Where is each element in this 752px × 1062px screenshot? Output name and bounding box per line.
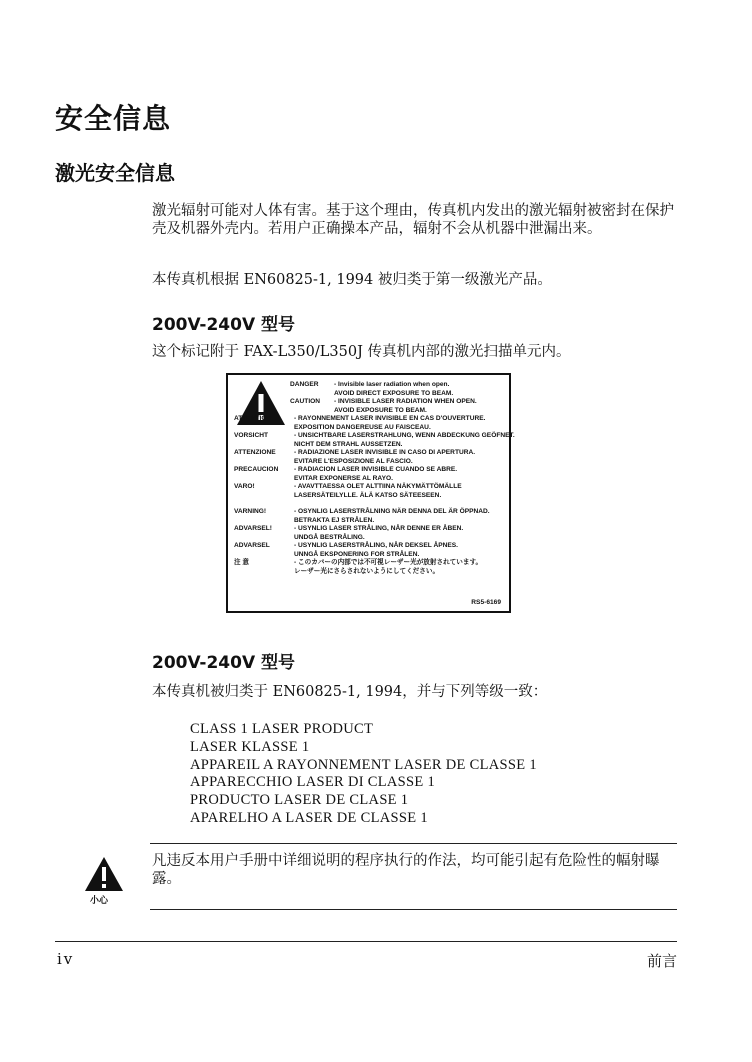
label-row-key: VARO!	[234, 483, 255, 490]
label-row-text	[334, 398, 505, 415]
label-row-text	[334, 381, 505, 398]
label-row-line: BETRAKTA EJ STRÅLEN.	[294, 516, 375, 524]
label-row-text	[294, 466, 505, 483]
label-row-text	[294, 449, 505, 466]
class-line: APARELHO A LASER DE CLASSE 1	[190, 809, 428, 826]
label-row-line: - RADIAZIONE LASER INVISIBLE IN CASO DI APERTURA.	[294, 449, 476, 456]
classification-paragraph: 本传真机根据 EN60825-1, 1994 被归类于第一级激光产品。	[152, 272, 552, 288]
label-row-line: - RAYONNEMENT LASER INVISIBLE EN CAS D'OUVERTURE.	[294, 415, 486, 422]
label-row-text	[294, 525, 505, 542]
label-row-line: AVOID EXPOSURE TO BEAM.	[334, 406, 427, 414]
label-row-line: LASERSÄTEILYLLE. ÄLÄ KATSO SÄTEESEEN.	[294, 491, 442, 499]
label-code: RS5-6169	[471, 598, 501, 606]
label-row-key: ATTENZIONE	[234, 449, 276, 456]
label-row-line: UNNGÅ EKSPONERING FOR STRÅLEN.	[294, 550, 420, 558]
class-line: LASER KLASSE 1	[190, 738, 310, 755]
label-row-line: - USYNLIG LASERSTRÅLING, NÅR DEKSEL ÅPNES.	[294, 542, 459, 549]
label-row-text	[294, 559, 505, 576]
caution-bottom-rule	[150, 909, 677, 910]
laser-warning-label	[226, 373, 515, 613]
label-row-line: - Invisible laser radiation when open.	[334, 381, 450, 388]
label-row-line: EVITARE L'ESPOSIZIONE AL FASCIO.	[294, 457, 413, 465]
class-list	[190, 721, 537, 828]
label-row-line: EXPOSITION DANGEREUSE AU FAISCEAU.	[294, 423, 431, 431]
label-row-key: ADVARSEL!	[234, 525, 272, 532]
section-title: 激光安全信息	[55, 161, 175, 185]
label-row-key: PRECAUCION	[234, 466, 279, 473]
label-location-text: 这个标记附于 FAX-L350/L350J 传真机内部的激光扫描单元内。	[152, 344, 571, 360]
class-line: APPARECCHIO LASER DI CLASSE 1	[190, 774, 436, 791]
label-row-line: EVITAR EXPONERSE AL RAYO.	[294, 474, 393, 482]
label-row-line: - OSYNLIG LASERSTRÅLNING NÄR DENNA DEL ÄR ÖPPNAD.	[294, 508, 490, 515]
caution-icon-label: 小心	[90, 896, 109, 906]
page-title: 安全信息	[55, 102, 172, 135]
caution-triangle-icon	[84, 856, 124, 892]
label-row-key: VORSICHT	[234, 432, 269, 439]
label-row-text	[294, 542, 505, 559]
label-row-line: - INVISIBLE LASER RADIATION WHEN OPEN.	[334, 398, 477, 405]
label-row-line: - AVAVTTAESSA OLET ALTTIINA NÄKYMÄTTÖMÄLLE	[294, 483, 462, 490]
class-line: PRODUCTO LASER DE CLASE 1	[190, 792, 409, 809]
label-row-line: AVOID DIRECT EXPOSURE TO BEAM.	[334, 389, 454, 397]
page-number: iv	[57, 950, 75, 968]
caution-top-rule	[150, 843, 677, 844]
footer-rule	[55, 941, 677, 942]
label-row-key: CAUTION	[290, 398, 321, 405]
label-row-line: NICHT DEM STRAHL AUSSETZEN.	[294, 440, 403, 448]
conformity-text: 本传真机被归类于 EN60825-1, 1994，并与下列等级一致：	[152, 684, 548, 700]
label-row-key: 注 意	[234, 559, 250, 566]
label-row-key: DANGER	[290, 381, 319, 388]
caution-text: 凡违反本用户手册中详细说明的程序执行的作法，均可能引起有危险性的幅射曝露。	[152, 853, 660, 887]
class-line: CLASS 1 LASER PRODUCT	[190, 721, 374, 737]
label-row-line: - USYNLIG LASER STRÅLING, NÅR DENNE ER ÅBEN.	[294, 525, 464, 532]
label-row-text	[294, 483, 505, 500]
label-row-line: - RADIACION LASER INVISIBLE CUANDO SE ABRE.	[294, 466, 458, 473]
label-row-text	[294, 508, 505, 525]
label-row-text	[294, 432, 515, 449]
model-heading-2: 200V-240V 型号	[152, 653, 296, 673]
footer-section: 前言	[646, 952, 677, 970]
label-row-line: - UNSICHTBARE LASERSTRAHLUNG, WENN ABDECKUNG GEÖFNET.	[294, 432, 515, 439]
label-row-key: VARNING!	[234, 508, 267, 515]
label-row-line: UNDGÅ BESTRÅLING.	[294, 533, 365, 541]
class-line: APPAREIL A RAYONNEMENT LASER DE CLASSE 1	[190, 756, 537, 773]
label-row-line: レーザー光にさらされないようにしてください。	[294, 567, 440, 575]
label-row-key: ADVARSEL	[234, 542, 270, 549]
label-row-key: ATTENTION	[234, 415, 272, 422]
model-heading-1: 200V-240V 型号	[152, 315, 296, 335]
intro-paragraph: 激光辐射可能对人体有害。基于这个理由，传真机内发出的激光辐射被密封在保护壳及机器外壳内。若用户正确操本产品，辐射不会从机器中泄漏出来。	[152, 203, 674, 237]
label-row-line: - このカバーの内部では不可視レーザー光が放射されています。	[294, 559, 483, 566]
label-row-text	[294, 415, 505, 432]
